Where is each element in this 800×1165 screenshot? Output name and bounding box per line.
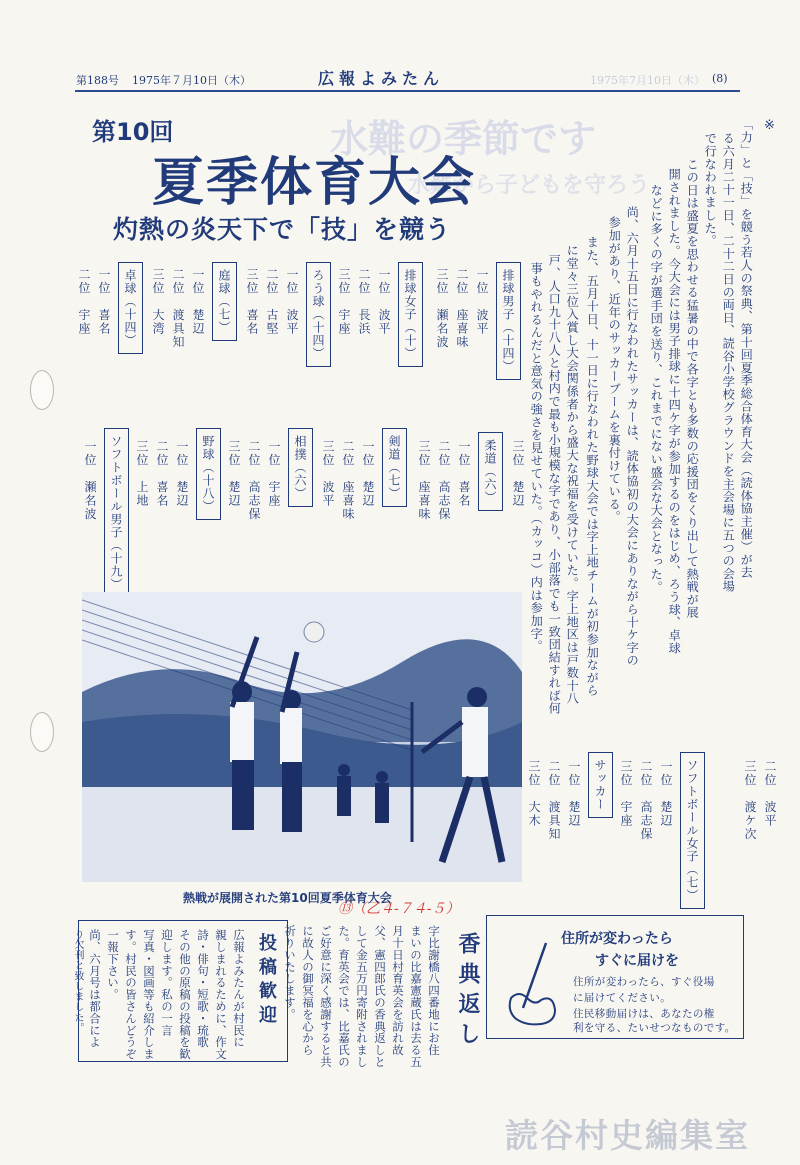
result-row: 三位 喜名 [245, 268, 259, 336]
koden-line: 月十日村育英会を訪れ故 [391, 925, 405, 1056]
result-row: 二位 長浜 [357, 268, 371, 336]
result-row: 一位 楚辺 [567, 760, 581, 828]
event-sumo: 相撲（六） [288, 428, 313, 507]
result-row: 一位 喜名 [457, 440, 471, 508]
ghost-banner: 水難の季節です [330, 117, 597, 161]
result-row: 一位 楚辺 [659, 760, 673, 828]
pen-hand-icon [501, 938, 561, 1028]
toko-line: 尚、六月号は都合によ [88, 929, 102, 1048]
koden-line: た。育英会では、比嘉氏の [337, 925, 351, 1068]
result-row: 三位 宇座 [337, 268, 351, 336]
address-body-1: 住所が変わったら、すぐ役場 [573, 976, 715, 988]
volleyball-photo [82, 592, 522, 882]
archive-watermark: 読谷村史編集室 [505, 1116, 750, 1155]
result-row: 二位 波平 [763, 760, 777, 828]
address-body-3: 住民移動届けは、あなたの権 [573, 1008, 715, 1020]
address-title-2: すぐに届けを [595, 953, 679, 969]
result-row: 二位 宇座 [77, 268, 91, 336]
article-line: この日は盛夏を思わせる猛暑の中で各字とも多数の応援団をくり出して熱戦が展 [685, 158, 700, 619]
result-row: 三位 宇座 [619, 760, 633, 828]
result-row: 三位 波平 [321, 440, 335, 508]
result-row: 三位 楚辺 [227, 440, 241, 508]
koden-line: ご好意に深く感謝すると共 [319, 925, 333, 1068]
result-row: 一位 宇座 [267, 440, 281, 508]
page-number: (8) [712, 72, 728, 85]
article-line: 「力」と「技」を競う若人の祭典、第十回夏季総合体育大会（読体協主催）が去 [739, 118, 754, 579]
result-row: 二位 座喜味 [455, 268, 469, 349]
result-row: 二位 喜名 [155, 440, 169, 508]
volleyball-scene [82, 592, 522, 882]
toko-line: 写真・図画等も紹介しま [142, 929, 156, 1060]
toko-line: 一報下さい。 [106, 929, 120, 1001]
result-row: 一位 楚辺 [175, 440, 189, 508]
result-row: 三位 上地 [135, 440, 149, 508]
result-row: 三位 座喜味 [417, 440, 431, 521]
result-row: 二位 高志保 [247, 440, 261, 521]
event-rokyu: ろう球（十四） [306, 262, 331, 367]
ghost-header-date: 1975年7月10日（木） [590, 74, 705, 87]
result-row: 一位 楚辺 [191, 268, 205, 336]
koden-line: に故人の御冥福を心から [301, 925, 315, 1056]
result-row: 一位 波平 [285, 268, 299, 336]
event-teikyu: 庭球（七） [212, 262, 237, 341]
toko-line: 親しまれるために、作文 [214, 929, 228, 1060]
photo-caption: 熱戦が展開された第10回夏季体育大会 [183, 891, 392, 905]
event-judo: 柔道（六） [478, 432, 503, 511]
subtitle: 灼熱の炎天下で「技」を競う [113, 215, 452, 244]
article-line: 開されました。今大会には男子排球に十四ケ字が参加するのをはじめ、ろう球、卓球 [667, 168, 682, 655]
event-yakyu: 野球（十八） [196, 428, 221, 520]
result-row: 三位 瀬名波 [435, 268, 449, 349]
event-softball-women: ソフトボール女子（七） [680, 752, 705, 909]
koden-line: 祈りいたします。 [283, 925, 297, 1021]
event-softball-men: ソフトボール男子（十九） [104, 428, 129, 598]
header-rule [75, 90, 740, 92]
address-body-2: に届けてください。 [573, 992, 672, 1004]
event-haikyu-women: 排球女子（十） [398, 262, 423, 367]
koden-line: まいの比嘉憲蔵氏は去る五 [409, 925, 423, 1068]
binder-hole-bottom [30, 712, 54, 752]
koden-line: 字比謝橋八四番地にお住 [427, 925, 441, 1056]
result-row: 二位 高志保 [437, 440, 451, 521]
result-row: 二位 渡具知 [547, 760, 561, 841]
article-line: 事もやれるんだと意気の強さを見せていた。（カッコ）内は参加字。 [529, 262, 544, 653]
edition-label: 第10回 [92, 118, 174, 146]
result-row: 三位 楚辺 [511, 440, 525, 508]
result-row: 二位 古堅 [265, 268, 279, 336]
result-row: 一位 瀬名波 [83, 440, 97, 521]
article-line: また、五月十日、十一日に行なわれた野球大会では字上地チームが初参加ながら [585, 236, 600, 697]
toko-line: り欠刊と致しました。 [72, 929, 83, 1033]
toko-line: 迎します。私の一言 [160, 929, 174, 1037]
result-row: 二位 渡具知 [171, 268, 185, 349]
archive-annotation: ⑬（乙４-７４-５） [338, 901, 460, 917]
result-row: 一位 喜名 [97, 268, 111, 336]
article-line: で行なわれました。 [703, 132, 718, 248]
article-line: 参加があり、近年のサッカーブームを裏付けている。 [607, 216, 622, 524]
koden-title: 香典返し [455, 932, 480, 1052]
result-row: 二位 高志保 [639, 760, 653, 841]
ghost-banner-2: 水難から子どもを守ろう [408, 173, 651, 198]
toko-line: その他の原稿の投稿を歓 [178, 929, 192, 1060]
event-kendo: 剣道（七） [382, 428, 407, 507]
toko-line: す。村民の皆さんどうぞ [124, 929, 138, 1060]
main-title: 夏季体育大会 [152, 153, 477, 213]
article-line: に堂々三位入賞し大会関係者から盛大な祝福を受けていた。字上地区は戸数十八 [565, 244, 580, 705]
result-row: 三位 大木 [527, 760, 541, 828]
result-row: 一位 波平 [475, 268, 489, 336]
article-line: る六月二十一日、二十二日の両日、読谷小学校グラウンドを主会場に五つの会場 [721, 132, 736, 593]
result-row: 三位 渡ケ次 [743, 760, 757, 841]
address-notice [486, 915, 744, 1039]
article-line: 尚、六月十五日に行なわれたサッカーは、読体協初の大会にありながら十ケ字の [625, 206, 640, 667]
toko-line: 広報よみたんが村民に [232, 929, 246, 1048]
event-soccer: サッカー [588, 752, 613, 818]
toko-notice [72, 920, 288, 1062]
result-row: 二位 座喜味 [341, 440, 355, 521]
toko-line: 詩・俳句・短歌・琉歌 [196, 929, 210, 1048]
address-body-4: 利を守る、たいせつなものです。 [573, 1022, 736, 1034]
toko-title: 投稿歓迎 [256, 933, 277, 1029]
issue-number: 第188号 [76, 74, 119, 87]
event-haikyu-men: 排球男子（十四） [496, 262, 521, 380]
result-row: 一位 楚辺 [361, 440, 375, 508]
masthead: 広報よみたん [318, 69, 445, 88]
result-row: 一位 波平 [377, 268, 391, 336]
address-title-1: 住所が変わったら [561, 931, 673, 947]
article-line: 戸、人口九十八人と村内で最も小規模な字であり、小部落でも一致団結すれば何 [547, 254, 562, 715]
article-line: などに多くの字が選手団を送り、これまでにない盛会な大会となった。 [649, 184, 664, 594]
binder-hole-top [30, 370, 54, 410]
result-row: 三位 大湾 [151, 268, 165, 336]
kome-mark: ※ [762, 118, 777, 133]
koden-line: 父、憲四郎氏の香典返しと [373, 925, 387, 1068]
issue-date: 1975年７月10日（木） [132, 74, 251, 87]
event-takkyu: 卓球（十四） [118, 262, 143, 354]
koden-line: して金五万円寄附されまし [355, 925, 369, 1068]
